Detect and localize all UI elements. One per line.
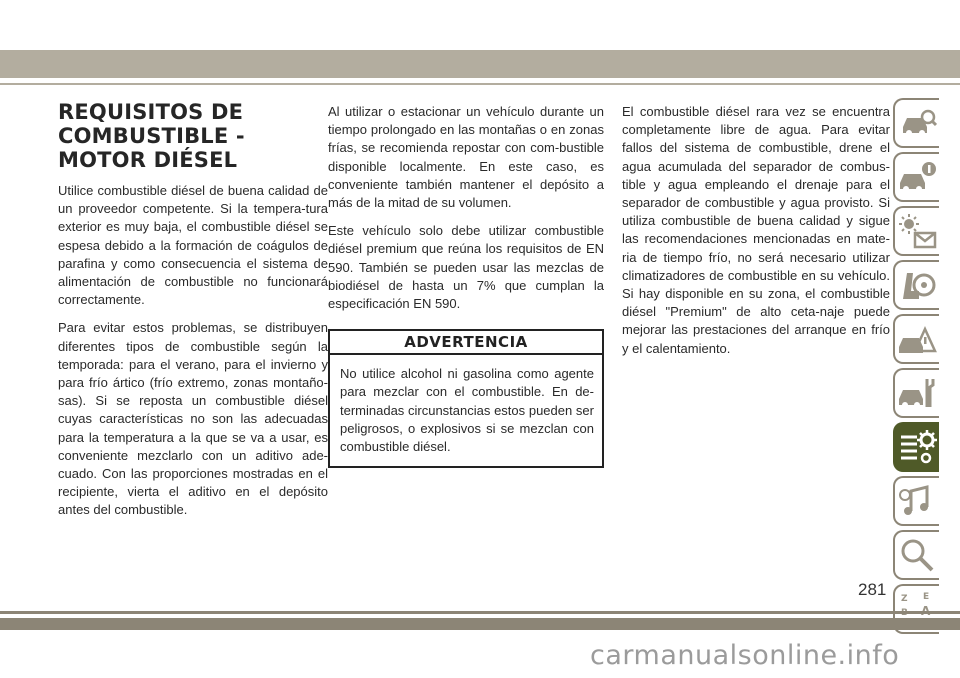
- car-info-icon: [897, 157, 937, 197]
- header-rule: [0, 83, 960, 85]
- watermark: carmanualsonline.info: [590, 640, 900, 671]
- index-search-icon: [897, 535, 937, 575]
- car-hazard-icon: [897, 319, 937, 359]
- tab-multimedia[interactable]: [893, 476, 939, 526]
- paragraph: El combustible diésel rara vez se encuentra completamente libre de agua. Para evitar fallos del sistema de combustible, drene el agua acumulada del separador de combus-tible y agua empleando el drenaje para el separador de combustible y agua provisto. Si utiliza combustible de buena calidad y sigue las recomendaciones mencionadas en mate-ria de tiempo frío, no será necesario utilizar climatizadores de combustible en su vehículo. Si hay disponible en su zona, el combustible diésel "Premium" de alto ceta-naje puede mejorar las prestaciones del arranque en frío y el calentamiento.: [622, 104, 890, 356]
- column-right: [622, 103, 890, 368]
- paragraph: Al utilizar o estacionar un vehículo durante un tiempo prolongado en las montañas o en zonas frías, se recomienda repostar con com-bustible disponible localmente. En este caso, es conveniente también mantener el depósito a más de la mitad de su volumen.: [328, 104, 604, 211]
- tab-specifications[interactable]: [893, 422, 939, 472]
- svg-text:Z: Z: [901, 594, 908, 604]
- paragraph: Este vehículo solo debe utilizar combustible diésel premium que reúna los requisitos de EN 590. También se pueden usar las mezclas de biodiésel de hasta un 7% que cumplan la especificación EN 590.: [328, 223, 604, 312]
- multimedia-music-icon: [897, 481, 937, 521]
- car-search-icon: [897, 103, 937, 143]
- seat-airbag-steering-icon: [897, 265, 937, 305]
- tab-car-hazard[interactable]: [893, 314, 939, 364]
- column-middle: [328, 103, 604, 468]
- paragraph: Utilice combustible diésel de buena calidad de un proveedor competente. Si la tempera-tura exterior es muy baja, el combustible diésel se espesa debido a la formación de coágulos de parafina y como consecuencia el sistema de alimentación de combustible no funcionará correctamente.: [58, 183, 328, 308]
- warning-heading: ADVERTENCIA: [330, 331, 602, 355]
- warning-box: [328, 329, 604, 468]
- specifications-gear-icon: [897, 427, 937, 467]
- header-band: [0, 50, 960, 78]
- footer-band: [0, 618, 960, 630]
- car-service-tools-icon: [897, 373, 937, 413]
- chapter-tabs: [893, 98, 941, 638]
- column-left: [58, 100, 328, 530]
- paragraph: Para evitar estos problemas, se distribuyen diferentes tipos de combustible según la temporada: para el verano, para el invierno y para frío ártico (frío extremo, zonas montaño-sas). Si se reposta un combustible diésel cuyas características no son las adecuadas para la temperatura a la que se va a usar, es conveniente mezclarlo con un aditivo ade-cuado. Con las proporciones mostradas en el recipiente, vierta el aditivo en el depósito antes del combustible.: [58, 320, 328, 518]
- tab-car-info[interactable]: [893, 152, 939, 202]
- tab-seat-airbag[interactable]: [893, 260, 939, 310]
- tab-index-search[interactable]: [893, 530, 939, 580]
- tab-car-search[interactable]: [893, 98, 939, 148]
- svg-text:E: E: [923, 592, 930, 602]
- footer-rule: [0, 611, 960, 614]
- section-title: REQUISITOS DE COMBUSTIBLE - MOTOR DIÉSEL: [58, 100, 245, 172]
- page-number: 281: [858, 580, 887, 599]
- warning-lights-message-icon: [897, 211, 937, 251]
- tab-car-service[interactable]: [893, 368, 939, 418]
- tab-warning-lights[interactable]: [893, 206, 939, 256]
- warning-text: No utilice alcohol ni gasolina como agente para mezclar con el combustible. En de-terminadas circunstancias estos pueden ser peligrosos, o explosivos si se mezclan con combustible diésel.: [340, 366, 594, 455]
